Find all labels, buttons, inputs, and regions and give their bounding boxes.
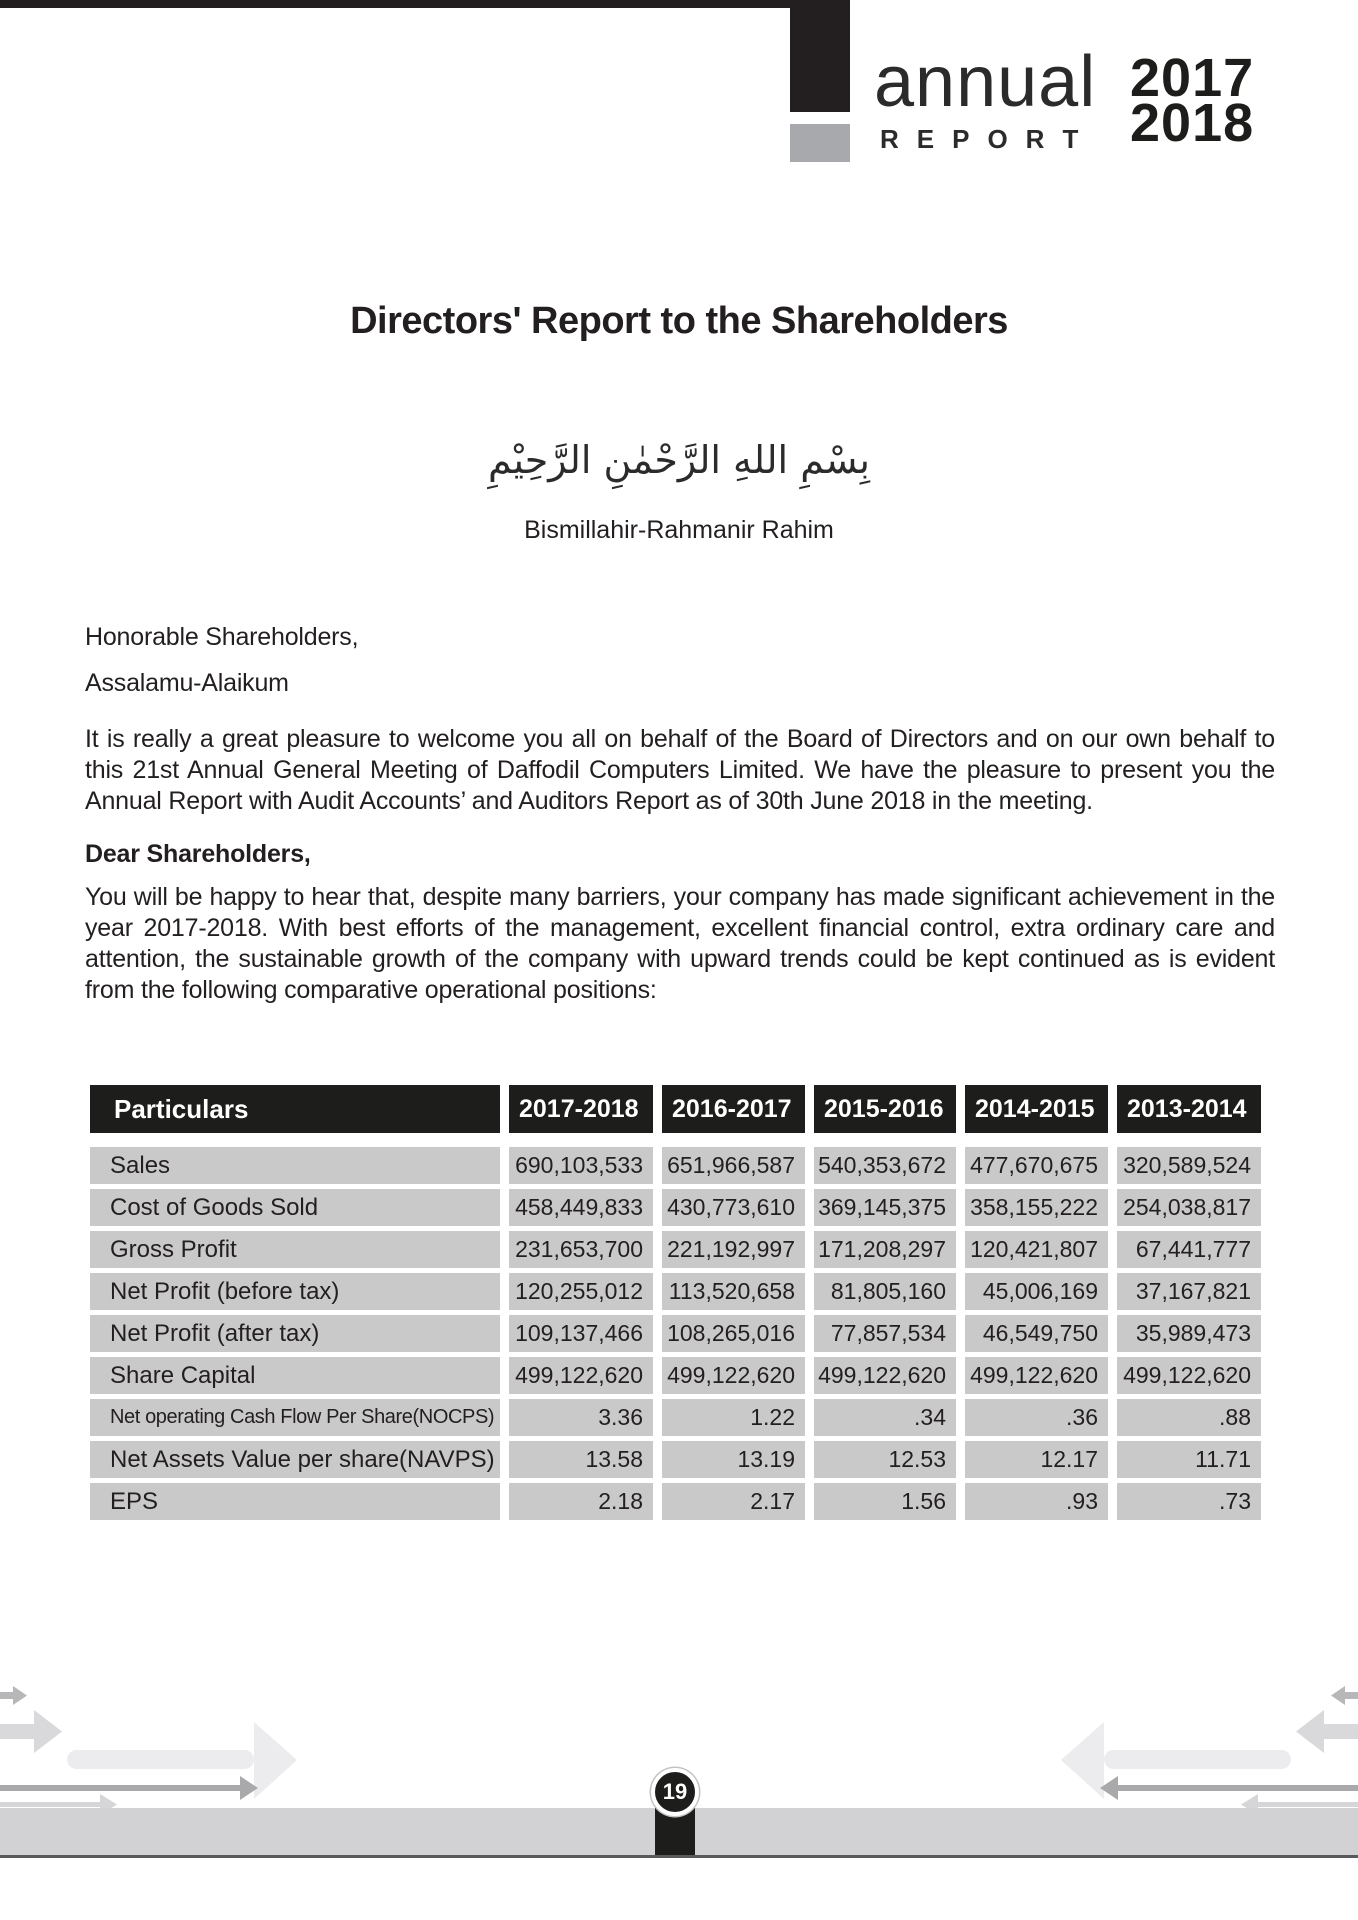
row-label: Share Capital xyxy=(90,1357,500,1394)
row-value: 1.22 xyxy=(662,1399,805,1436)
table-row xyxy=(90,1441,1262,1478)
row-value: 77,857,534 xyxy=(814,1315,956,1352)
bismillah-transliteration: Bismillahir-Rahmanir Rahim xyxy=(524,516,834,544)
row-value: 2.17 xyxy=(662,1483,805,1520)
table-row xyxy=(90,1483,1262,1520)
top-rule xyxy=(0,0,792,8)
row-value: 37,167,821 xyxy=(1117,1273,1261,1310)
table-row xyxy=(90,1273,1262,1310)
salutation-assalamu: Assalamu-Alaikum xyxy=(85,669,289,697)
salutation-honorable: Honorable Shareholders, xyxy=(85,623,359,651)
row-value: 430,773,610 xyxy=(662,1189,805,1226)
body-text xyxy=(85,622,1275,1028)
table-body xyxy=(90,1147,1262,1520)
row-value: 458,449,833 xyxy=(509,1189,653,1226)
page-title: Directors' Report to the Shareholders xyxy=(350,300,1008,342)
table-header-row xyxy=(90,1085,1262,1133)
table-row xyxy=(90,1189,1262,1226)
row-label: Net operating Cash Flow Per Share(NOCPS) xyxy=(90,1399,500,1436)
footer-arrows-right-icon xyxy=(0,1680,320,1820)
row-value: 109,137,466 xyxy=(509,1315,653,1352)
row-value: 477,670,675 xyxy=(965,1147,1108,1184)
row-label: Net Assets Value per share(NAVPS) xyxy=(90,1441,500,1478)
row-value: 3.36 xyxy=(509,1399,653,1436)
row-value: 221,192,997 xyxy=(662,1231,805,1268)
row-value: 499,122,620 xyxy=(965,1357,1108,1394)
row-value: 13.19 xyxy=(662,1441,805,1478)
table-row xyxy=(90,1147,1262,1184)
row-value: 358,155,222 xyxy=(965,1189,1108,1226)
table-row xyxy=(90,1357,1262,1394)
row-value: 540,353,672 xyxy=(814,1147,956,1184)
row-value: 13.58 xyxy=(509,1441,653,1478)
table-header-year: 2013-2014 xyxy=(1117,1085,1261,1133)
row-label: EPS xyxy=(90,1483,500,1520)
row-value: 120,421,807 xyxy=(965,1231,1108,1268)
row-value: 254,038,817 xyxy=(1117,1189,1261,1226)
intro-paragraph: It is really a great pleasure to welcome you all on behalf of the Board of Directors and on our own behalf to this 21st Annual General Meeting of Daffodil Computers Limited. We have the pleasure to present you the Annual Report with Audit Accounts’ and Auditors Report as of 30th June 2018 in the meeting. xyxy=(85,725,1275,815)
footer-arrows-left-icon xyxy=(1038,1680,1358,1820)
logo-annual-word: annual xyxy=(874,42,1097,122)
row-value: 320,589,524 xyxy=(1117,1147,1261,1184)
row-value: 81,805,160 xyxy=(814,1273,956,1310)
row-label: Net Profit (before tax) xyxy=(90,1273,500,1310)
financial-table xyxy=(90,1085,1262,1520)
row-value: 690,103,533 xyxy=(509,1147,653,1184)
page-number: 19 xyxy=(662,1779,688,1804)
row-value: 120,255,012 xyxy=(509,1273,653,1310)
row-label: Cost of Goods Sold xyxy=(90,1189,500,1226)
row-value: 499,122,620 xyxy=(662,1357,805,1394)
row-value: 499,122,620 xyxy=(1117,1357,1261,1394)
logo-year-bottom: 2018 xyxy=(1130,93,1255,153)
row-value: 35,989,473 xyxy=(1117,1315,1261,1352)
logo-year-top: 2017 xyxy=(1130,48,1255,108)
row-value: 231,653,700 xyxy=(509,1231,653,1268)
row-value: 113,520,658 xyxy=(662,1273,805,1310)
dear-shareholders-heading: Dear Shareholders, xyxy=(85,840,311,868)
table-row xyxy=(90,1231,1262,1268)
row-value: 108,265,016 xyxy=(662,1315,805,1352)
logo-black-bar xyxy=(790,0,850,112)
logo-report-word: REPORT xyxy=(880,124,1097,154)
table-header-year: 2016-2017 xyxy=(662,1085,805,1133)
row-value: 67,441,777 xyxy=(1117,1231,1261,1268)
table-header-particulars: Particulars xyxy=(90,1085,500,1133)
table-header-year: 2015-2016 xyxy=(814,1085,956,1133)
row-value: 1.56 xyxy=(814,1483,956,1520)
logo-gray-block xyxy=(790,124,850,162)
row-value: .93 xyxy=(965,1483,1108,1520)
bismillah-calligraphy: بِسْمِ اللهِ الرَّحْمٰنِ الرَّحِيْمِ xyxy=(488,438,870,482)
row-label: Gross Profit xyxy=(90,1231,500,1268)
row-label: Net Profit (after tax) xyxy=(90,1315,500,1352)
row-value: 499,122,620 xyxy=(509,1357,653,1394)
logo-years xyxy=(1130,48,1255,153)
row-label: Sales xyxy=(90,1147,500,1184)
row-value: .36 xyxy=(965,1399,1108,1436)
row-value: .34 xyxy=(814,1399,956,1436)
table-header-year: 2017-2018 xyxy=(509,1085,653,1133)
table-header-year: 2014-2015 xyxy=(965,1085,1108,1133)
table-row xyxy=(90,1399,1262,1436)
row-value: 2.18 xyxy=(509,1483,653,1520)
row-value: 369,145,375 xyxy=(814,1189,956,1226)
row-value: 45,006,169 xyxy=(965,1273,1108,1310)
table-row xyxy=(90,1315,1262,1352)
row-value: 12.53 xyxy=(814,1441,956,1478)
row-value: 171,208,297 xyxy=(814,1231,956,1268)
row-value: 499,122,620 xyxy=(814,1357,956,1394)
page-number-badge xyxy=(651,1768,699,1816)
row-value: .73 xyxy=(1117,1483,1261,1520)
row-value: .88 xyxy=(1117,1399,1261,1436)
row-value: 651,966,587 xyxy=(662,1147,805,1184)
achievement-paragraph: You will be happy to hear that, despite many barriers, your company has made significant achievement in the year 2017-2018. With best efforts of the management, excellent financial control, extra ordinary care and attention, the sustainable growth of the company with upward trends could be kept continued as is evident from the following comparative operational positions: xyxy=(85,883,1275,1004)
row-value: 11.71 xyxy=(1117,1441,1261,1478)
row-value: 12.17 xyxy=(965,1441,1108,1478)
row-value: 46,549,750 xyxy=(965,1315,1108,1352)
